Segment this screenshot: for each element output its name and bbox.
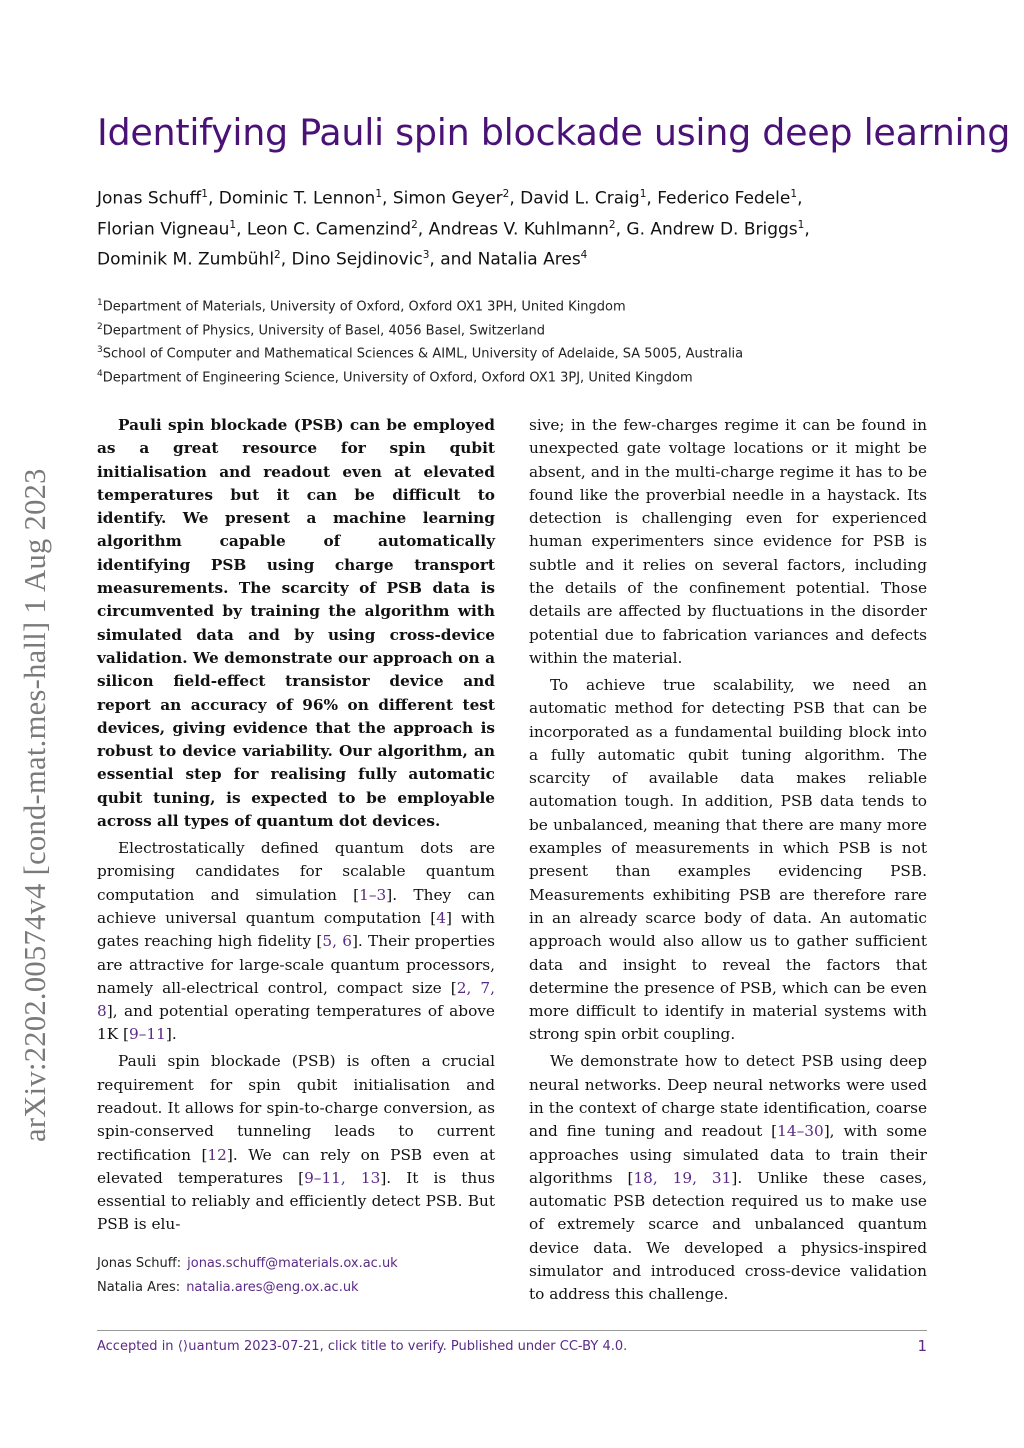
author-name: Natalia Ares <box>477 249 581 270</box>
right-body <box>529 414 927 1307</box>
contact-email-link[interactable]: natalia.ares@eng.ox.ac.uk <box>186 1280 359 1295</box>
author-affiliation-marker: 2 <box>608 218 616 231</box>
author-name: G. Andrew D. Briggs <box>626 219 798 240</box>
author-name: Federico Fedele <box>657 188 791 209</box>
quantum-logo: ⟨⟩uantum <box>177 1339 240 1354</box>
author-affiliation-marker: 4 <box>580 249 588 262</box>
body-paragraph: To achieve true scalability, we need an automatic method for detecting PSB that can be incorporated as a fundamental building block into a fully automatic qubit tuning algorithm. The scarcity of available data makes reliable automation tough. In addition, PSB data tends to be unbalanced, meaning that there are many more examples of measurements in which PSB is not present than examples evidencing PSB. Measurements exhibiting PSB are therefore rare in an already scarce body of data. An automatic approach would also allow us to gather sufficient data and insight to reveal the factors that determine the presence of PSB, which can be even more difficult to identify in material systems with strong spin orbit coupling. <box>529 675 927 1044</box>
affiliation-text: School of Computer and Mathematical Sciences & AIML, University of Adelaide, SA 5005, Australia <box>102 346 744 362</box>
affiliation-text: Department of Physics, University of Basel, 4056 Basel, Switzerland <box>102 322 546 338</box>
citation-link[interactable]: 4 <box>436 908 446 927</box>
author-name: Andreas V. Kuhlmann <box>428 219 609 240</box>
author-name: Dominic T. Lennon <box>218 188 376 209</box>
author-affiliation-marker: 1 <box>797 218 805 231</box>
author-affiliation-marker: 3 <box>422 249 430 262</box>
contact-email-link[interactable]: jonas.schuff@materials.ox.ac.uk <box>187 1256 398 1271</box>
contact-block <box>97 1252 398 1300</box>
right-column <box>529 414 927 1310</box>
author-name: Leon C. Camenzind <box>246 219 412 240</box>
author-affiliation-marker: 2 <box>274 249 281 262</box>
abstract: Pauli spin blockade (PSB) can be employed as a great resource for spin qubit initialisation and readout even at elevated temperatures but it can be difficult to identify. We present a machine learning algorithm capable of automatically identifying PSB using charge transport measurements. The scarcity of PSB data is circumvented by training the algorithm with simulated data and by using cross-device validation. We demonstrate our approach on a silicon field-effect transistor device and report an accuracy of 96% on different test devices, giving evidence that the approach is robust to device variability. Our algorithm, an essential step for realising fully automatic qubit tuning, is expected to be employable across all types of quantum dot devices. <box>97 416 495 831</box>
left-column <box>97 414 495 1240</box>
affiliation-line <box>97 364 937 388</box>
affiliation-text: Department of Engineering Science, University of Oxford, Oxford OX1 3PJ, United Kingdom <box>102 369 693 385</box>
author-name: David L. Craig <box>520 188 640 209</box>
body-paragraph: We demonstrate how to detect PSB using deep neural networks. Deep neural networks were used in the context of charge state identification, coarse and fine tuning and readout [14–30], with some approaches using simulated data to train their algorithms [18, 19, 31]. Unlike these cases, automatic PSB detection required us to make use of extremely scarce and unbalanced quantum device data. We developed a physics-inspired simulator and introduced cross-device validation to address this challenge. <box>529 1052 927 1304</box>
affiliation-text: Department of Materials, University of Oxford, Oxford OX1 3PH, United Kingdom <box>102 299 626 315</box>
citation-link[interactable]: 14–30 <box>777 1122 824 1141</box>
contact-name: Jonas Schuff: <box>97 1256 182 1271</box>
affiliations <box>97 293 937 387</box>
affiliation-line <box>97 293 937 317</box>
arxiv-identifier: arXiv:2202.00574v4 [cond-mat.mes-hall] 1 Aug 2023 <box>18 468 52 1142</box>
author-affiliation-marker: 2 <box>502 188 510 200</box>
body-paragraph: sive; in the few-charges regime it can be found in unexpected gate voltage locations or it might be absent, and in the multi-charge regime it has to be found like the proverbial needle in a haystack. Its detection is challenging even for experienced human experimenters since evidence for PSB is subtle and it relies on several factors, including the details of the confinement potential. Those details are affected by fluctuations in the disorder potential due to fabrication variances and defects within the material. <box>529 416 927 667</box>
author-list: Jonas Schuff$^1$, Dominic T. Lennon$^1$, Simon Geyer$^2$, David L. Craig$^1$, Federico Fedele$^1$, Florian Vigneau$^1$, Leon C. Camenzind$^2$, Andreas V. Kuhlmann$^2$, G. Andrew D. Briggs$^1$, Dominik M. Zumbühl$^2$, Dino Sejdinovic$^3$, and Natalia Ares$^4$ <box>97 188 810 270</box>
author-affiliation-marker: 1 <box>375 188 383 200</box>
affiliation-line <box>97 317 937 341</box>
author-name: Florian Vigneau <box>97 219 230 240</box>
contact-line <box>97 1252 398 1276</box>
body-paragraph: Electrostatically defined quantum dots are promising candidates for scalable quantum computation and simulation [1–3]. They can achieve universal quantum computation [4] with gates reaching high fidelity [5, 6]. Their properties are attractive for large-scale quantum processors, namely all-electrical control, compact size [2, 7, 8], and potential operating temperatures of above 1K [9–11]. <box>97 839 496 1044</box>
author-connector: and <box>440 249 478 270</box>
author-name: Simon Geyer <box>392 188 503 209</box>
body-paragraph: Pauli spin blockade (PSB) is often a crucial requirement for spin qubit initialisation and readout. It allows for spin-to-charge conversion, as spin-conserved tunneling leads to current rectification [12]. We can rely on PSB even at elevated temperatures [9–11, 13]. It is thus essential to reliably and efficiently detect PSB. But PSB is elu- <box>97 1052 495 1234</box>
author-affiliation-marker: 2 <box>411 218 418 231</box>
author-name: Jonas Schuff <box>97 188 202 209</box>
page-number: 1 <box>917 1337 927 1355</box>
footer-prefix: Accepted in <box>97 1339 174 1354</box>
citation-link[interactable]: 18, 19, 31 <box>633 1168 732 1187</box>
contact-line <box>97 1276 398 1300</box>
footer-suffix: 2023-07-21, click title to verify. Published under CC-BY 4.0. <box>244 1339 628 1354</box>
affiliation-line <box>97 340 937 364</box>
footer-note[interactable] <box>97 1339 627 1354</box>
author-affiliation-marker: 1 <box>229 218 237 231</box>
affiliation-number: 3 <box>97 345 103 355</box>
affiliation-number: 4 <box>97 368 103 379</box>
paper-title[interactable]: Identifying Pauli spin blockade using deep learning <box>97 111 1011 154</box>
author-name: Dino Sejdinovic <box>291 249 423 270</box>
citation-link[interactable]: 9–11, 13 <box>304 1168 381 1187</box>
author-affiliation-marker: 1 <box>639 188 647 200</box>
citation-link[interactable]: 12 <box>207 1145 227 1164</box>
citation-link[interactable]: 5, 6 <box>322 932 352 951</box>
contact-name: Natalia Ares: <box>97 1280 181 1295</box>
citation-link[interactable]: 2, 7, 8 <box>97 978 495 1021</box>
citation-link[interactable]: 9–11 <box>129 1025 166 1044</box>
author-affiliation-marker: 1 <box>201 188 208 200</box>
footer-divider <box>97 1330 927 1331</box>
citation-link[interactable]: 1–3 <box>359 885 387 904</box>
author-name: Dominik M. Zumbühl <box>97 249 275 270</box>
affiliation-number: 2 <box>97 321 103 332</box>
affiliation-number: 1 <box>97 298 103 308</box>
left-body <box>97 837 495 1237</box>
author-affiliation-marker: 1 <box>790 188 798 200</box>
